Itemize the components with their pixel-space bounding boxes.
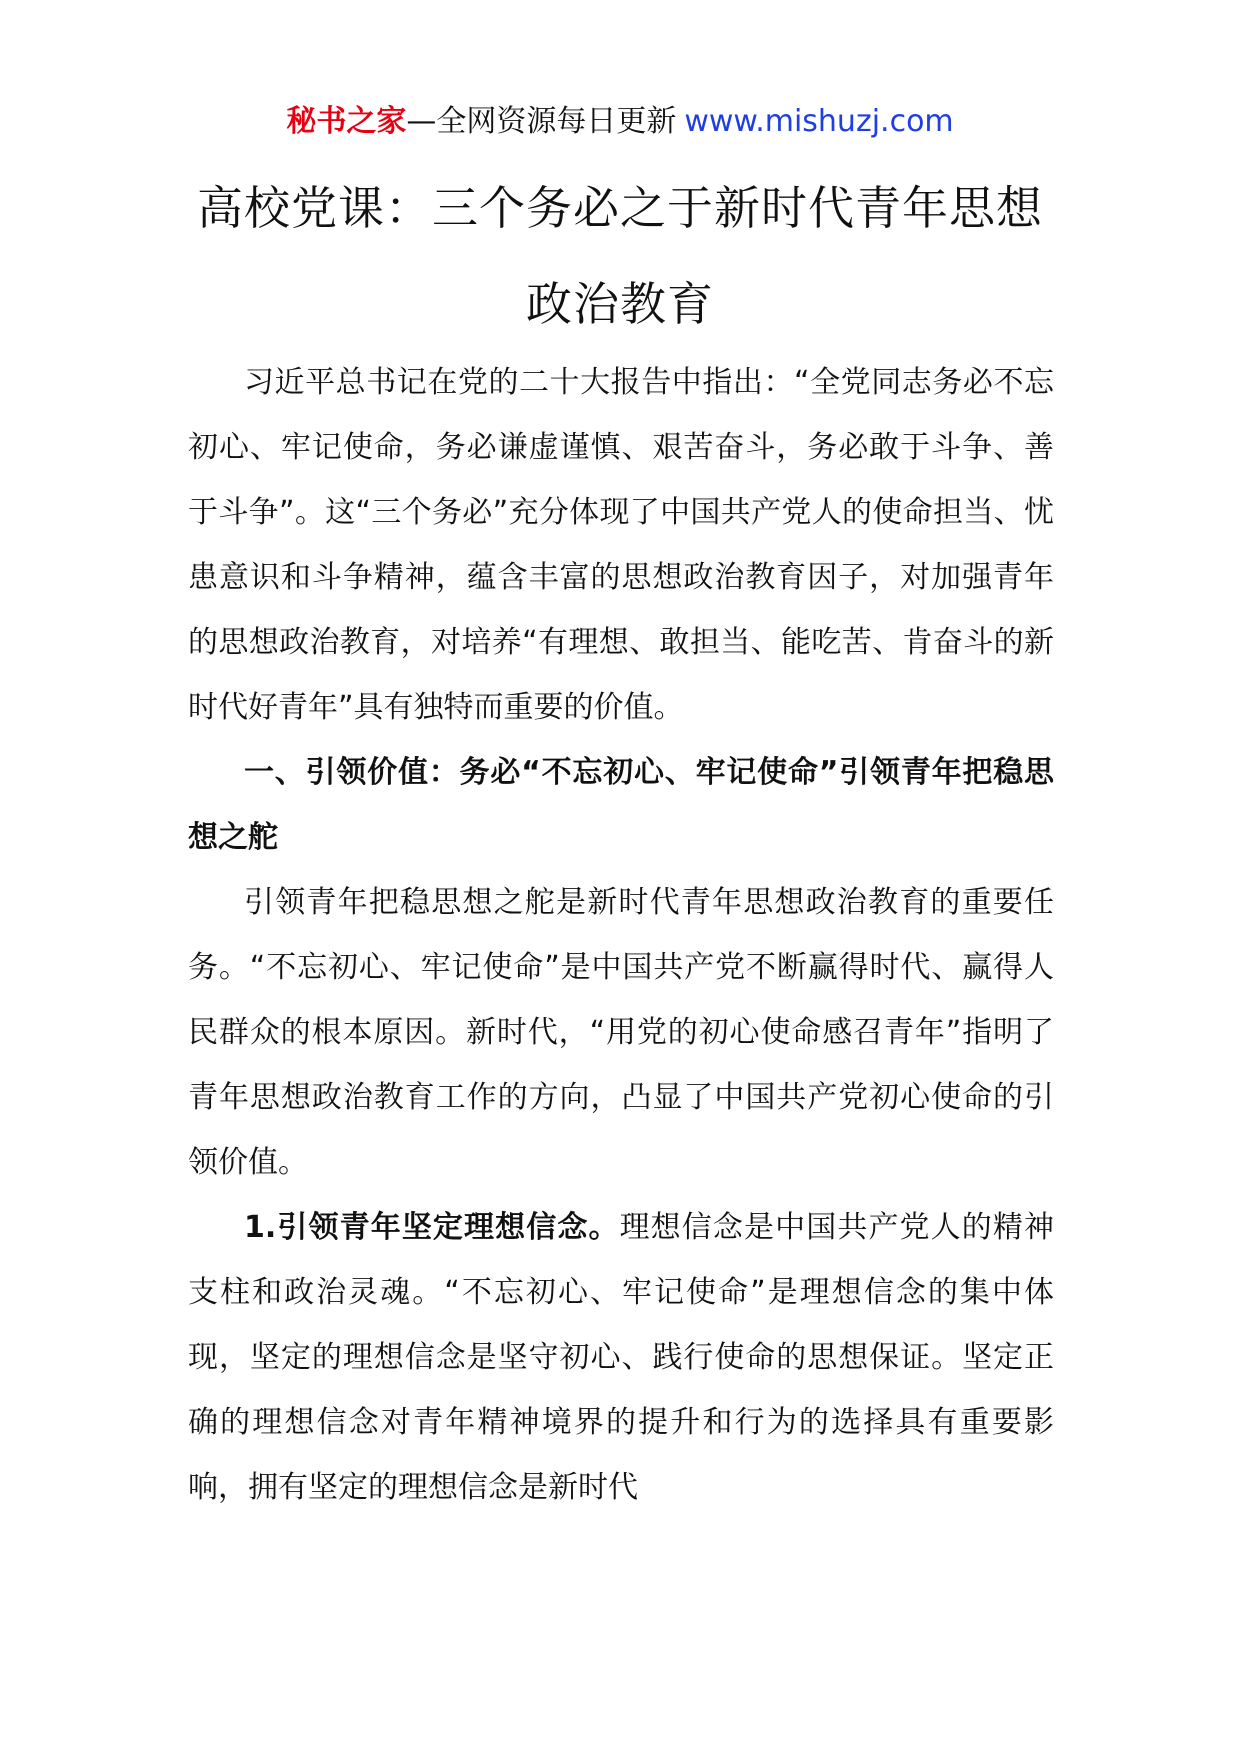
- point-1-lead: 1.引领青年坚定理想信念。: [244, 1210, 620, 1245]
- title-line-2: 政治教育: [526, 277, 714, 331]
- document-title: [150, 160, 1090, 352]
- point-1-paragraph: [188, 1195, 1054, 1520]
- intro-paragraph: 习近平总书记在党的二十大报告中指出：“全党同志务必不忘初心、牢记使命，务必谦虚谨慎、艰苦奋斗，务必敢于斗争、善于斗争”。这“三个务必”充分体现了中国共产党人的使命担当、忧患意识和斗争精神，蕴含丰富的思想政治教育因子，对加强青年的思想政治教育，对培养“有理想、敢担当、能吃苦、肯奋斗的新时代好青年”具有独特而重要的价值。: [188, 365, 1054, 725]
- site-header: [0, 100, 1240, 144]
- brand-name: 秘书之家: [286, 104, 407, 139]
- site-url-link[interactable]: www.mishuzj.com: [684, 104, 954, 139]
- document-body: [188, 350, 1054, 1520]
- section-1-paragraph: 引领青年把稳思想之舵是新时代青年思想政治教育的重要任务。“不忘初心、牢记使命”是中国共产党不断赢得时代、赢得人民群众的根本原因。新时代，“用党的初心使命感召青年”指明了青年思想政治教育工作的方向，凸显了中国共产党初心使命的引领价值。: [188, 885, 1054, 1180]
- section-1-heading: 一、引领价值：务必“不忘初心、牢记使命”引领青年把稳思想之舵: [188, 755, 1054, 855]
- header-tagline: —全网资源每日更新: [406, 104, 677, 139]
- title-line-1: 高校党课：三个务必之于新时代青年思想: [197, 181, 1043, 235]
- point-1-body: 理想信念是中国共产党人的精神支柱和政治灵魂。“不忘初心、牢记使命”是理想信念的集中体现，坚定的理想信念是坚守初心、践行使命的思想保证。坚定正确的理想信念对青年精神境界的提升和行为的选择具有重要影响，拥有坚定的理想信念是新时代: [188, 1210, 1054, 1505]
